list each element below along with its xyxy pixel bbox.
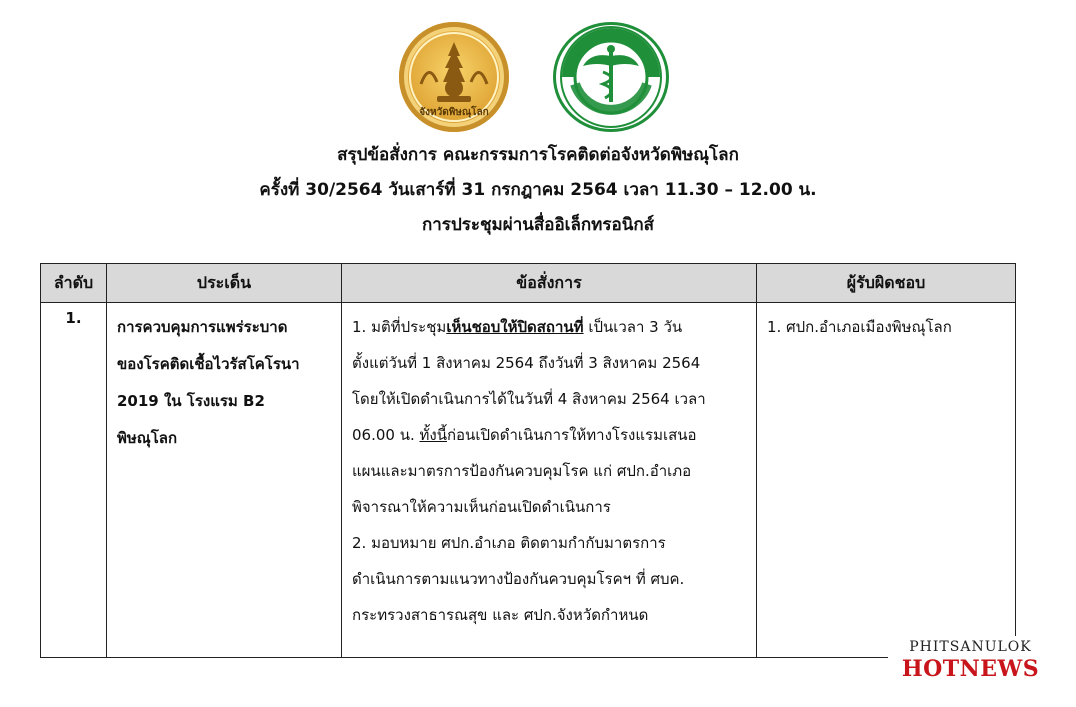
meeting-session-line: ครั้งที่ 30/2564 วันเสาร์ที่ 31 กรกฎาคม 2564 เวลา 11.30 – 12.00 น.	[259, 180, 817, 200]
order-text: ก่อนเปิดดำเนินการให้ทางโรงแรมเสนอ	[446, 426, 697, 444]
ministry-of-public-health-logo-icon	[553, 22, 669, 132]
responsible-cell: 1. ศปก.อำเภอเมืองพิษณุโลก	[757, 303, 1016, 658]
issue-line: การควบคุมการแพร่ระบาด	[117, 318, 288, 336]
order-underline: ทั้งนี้	[419, 426, 447, 444]
order-line: กระทรวงสาธารณสุข และ ศปก.จังหวัดกำหนด	[352, 606, 649, 624]
order-text: เป็นเวลา 3 วัน	[583, 318, 683, 336]
seal-text: จังหวัดพิษณุโลก	[419, 107, 489, 118]
order-line: แผนและมาตรการป้องกันควบคุมโรค แก่ ศปก.อำเภอ	[352, 462, 692, 480]
document-header	[0, 138, 1076, 243]
table-header-row	[41, 264, 1016, 303]
table-row	[41, 303, 1016, 658]
issue-line: 2019 ใน โรงแรม B2	[117, 392, 265, 410]
order-line: 2. มอบหมาย ศปก.อำเภอ ติดตามกำกับมาตรการ	[352, 534, 666, 552]
row-number: 1.	[41, 303, 107, 658]
order-text: 1. มติที่ประชุม	[352, 318, 447, 336]
document-title: สรุปข้อสั่งการ คณะกรรมการโรคติดต่อจังหวัดพิษณุโลก	[337, 145, 739, 165]
column-header-responsible: ผู้รับผิดชอบ	[757, 264, 1016, 303]
issue-cell	[107, 303, 342, 658]
watermark-line1: PHITSANULOK	[909, 639, 1032, 655]
issue-line: ของโรคติดเชื้อไวรัสโคโรนา	[117, 355, 300, 373]
watermark-line2: HOTNEWS	[901, 656, 1040, 682]
order-line	[352, 309, 746, 345]
hotnews-watermark	[888, 636, 1053, 684]
order-line	[352, 417, 746, 453]
issue-line: พิษณุโลก	[117, 429, 178, 447]
phitsanulok-province-seal-icon	[399, 22, 509, 132]
order-line: โดยให้เปิดดำเนินการได้ในวันที่ 4 สิงหาคม 2564 เวลา	[352, 390, 706, 408]
logos-area	[0, 20, 1076, 136]
order-highlight: เห็นชอบให้ปิดสถานที่	[446, 318, 584, 336]
order-line: ตั้งแต่วันที่ 1 สิงหาคม 2564 ถึงวันที่ 3 สิงหาคม 2564	[352, 354, 701, 372]
meeting-format-line: การประชุมผ่านสื่ออิเล็กทรอนิกส์	[421, 215, 655, 235]
order-line: ดำเนินการตามแนวทางป้องกันควบคุมโรคฯ ที่ ศบค.	[352, 570, 685, 588]
order-text: 06.00 น.	[352, 426, 420, 444]
order-line: พิจารณาให้ความเห็นก่อนเปิดดำเนินการ	[352, 498, 611, 516]
order-cell	[342, 303, 757, 658]
column-header-issue: ประเด็น	[107, 264, 342, 303]
orders-table	[40, 263, 1016, 658]
column-header-no: ลำดับ	[41, 264, 107, 303]
column-header-order: ข้อสั่งการ	[342, 264, 757, 303]
